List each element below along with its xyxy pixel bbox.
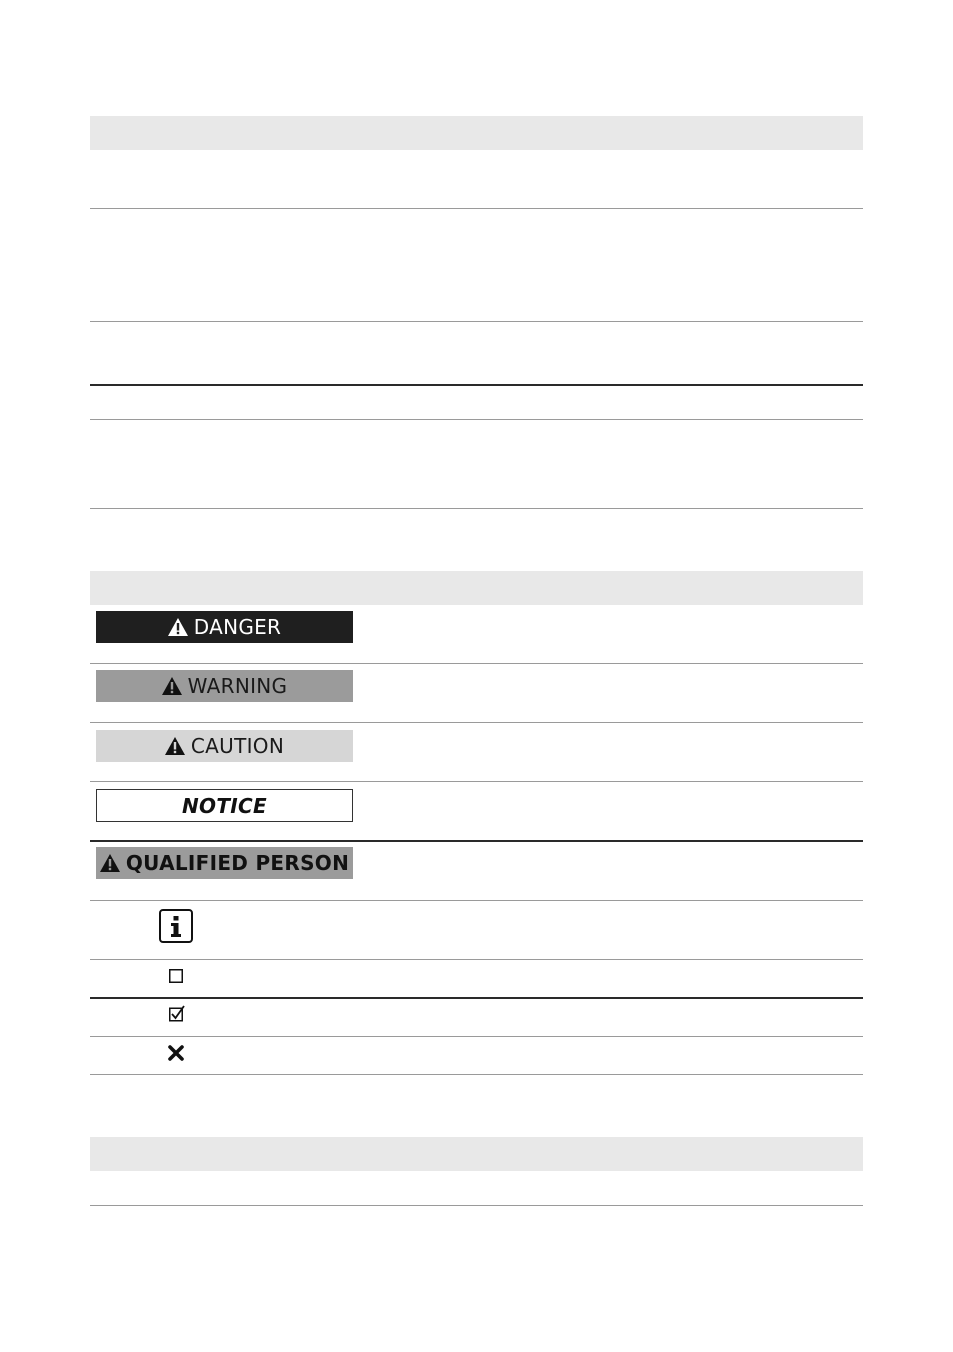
notice-label: NOTICE (182, 793, 267, 818)
table-divider (90, 208, 863, 209)
table-divider (90, 1074, 863, 1075)
qualified-person-label: QUALIFIED PERSON (125, 851, 350, 875)
table-divider (90, 997, 863, 999)
table-divider (90, 1205, 863, 1206)
caution-badge (96, 730, 353, 762)
table-divider (90, 321, 863, 322)
table-divider (90, 900, 863, 901)
warning-triangle-icon (100, 854, 120, 872)
checkbox-empty-icon (169, 969, 183, 983)
warning-label: WARNING (187, 674, 288, 698)
table-header-band (90, 571, 863, 605)
table-header-band (90, 116, 863, 150)
checkbox-checked-icon (169, 1005, 185, 1022)
table-divider (90, 1036, 863, 1037)
notice-badge (96, 789, 353, 822)
table-header-band (90, 1137, 863, 1171)
table-divider (90, 419, 863, 420)
table-divider (90, 959, 863, 960)
info-icon (159, 909, 193, 943)
warning-triangle-icon (162, 677, 182, 695)
qualified-person-badge (96, 847, 353, 879)
warning-badge (96, 670, 353, 702)
danger-label: DANGER (193, 615, 282, 639)
caution-label: CAUTION (190, 734, 285, 758)
table-divider (90, 663, 863, 664)
table-divider (90, 384, 863, 386)
table-divider (90, 722, 863, 723)
table-divider (90, 840, 863, 842)
danger-badge (96, 611, 353, 643)
table-divider (90, 508, 863, 509)
cross-icon (168, 1045, 184, 1061)
warning-triangle-icon (165, 737, 185, 755)
table-divider (90, 781, 863, 782)
warning-triangle-icon (168, 618, 188, 636)
